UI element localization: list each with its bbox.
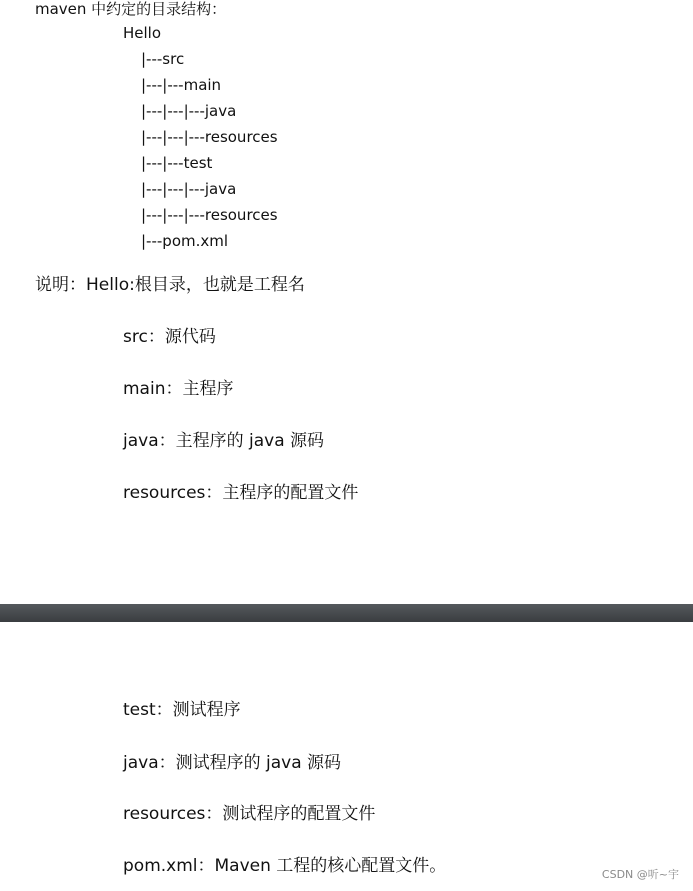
explanation-item: main：主程序 (123, 379, 234, 399)
tree-line-test-java: |---|---|---java (141, 180, 237, 198)
document-page-2 (0, 622, 693, 891)
csdn-watermark: CSDN @听~宇 (601, 868, 679, 881)
tree-line-test-resources: |---|---|---resources (141, 206, 278, 224)
explanation-item: test：测试程序 (123, 700, 241, 720)
tree-line-main: |---|---main (141, 76, 222, 94)
explanation-item: pom.xml：Maven 工程的核心配置文件。 (123, 856, 447, 876)
tree-line-main-java: |---|---|---java (141, 102, 237, 120)
tree-line-main-resources: |---|---|---resources (141, 128, 278, 146)
explanation-item: resources：测试程序的配置文件 (123, 804, 376, 824)
tree-line-root: Hello (123, 24, 162, 42)
tree-line-pom: |---pom.xml (141, 232, 229, 250)
tree-line-src: |---src (141, 50, 185, 68)
section-heading: maven 中约定的目录结构： (35, 0, 227, 18)
page-break-divider (0, 604, 693, 622)
explanation-item: java：主程序的 java 源码 (123, 431, 325, 451)
explanation-item: resources：主程序的配置文件 (123, 483, 359, 503)
explanation-item: java：测试程序的 java 源码 (123, 753, 342, 773)
explanation-item: src：源代码 (123, 327, 216, 347)
tree-line-test: |---|---test (141, 154, 213, 172)
explanation-title: 说明：Hello:根目录，也就是工程名 (35, 275, 305, 295)
